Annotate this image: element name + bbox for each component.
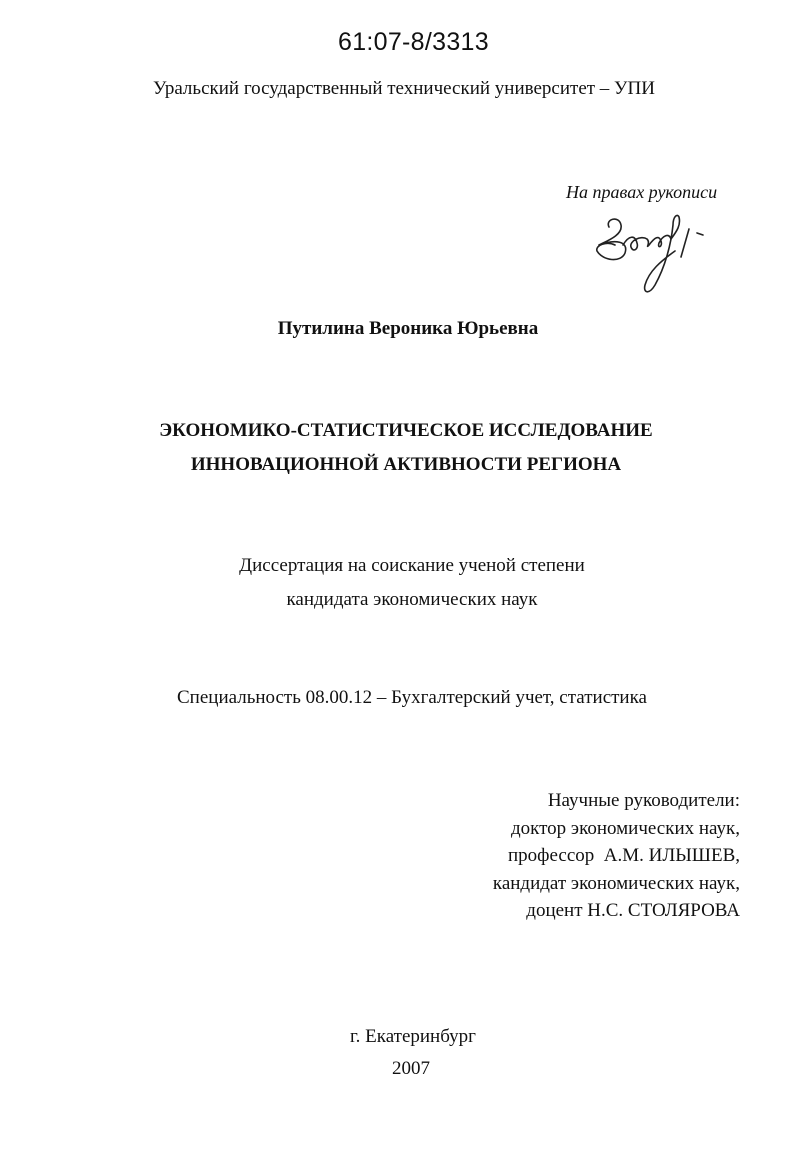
specialty: Специальность 08.00.12 – Бухгалтерский учет, статистика	[177, 687, 647, 708]
year: 2007	[392, 1058, 430, 1079]
handwritten-signature	[585, 205, 715, 300]
signature-stroke	[597, 219, 626, 260]
title-line-1: ЭКОНОМИКО-СТАТИСТИЧЕСКОЕ ИССЛЕДОВАНИЕ	[159, 420, 653, 441]
advisor-1-name: профессор А.М. ИЛЫШЕВ,	[508, 845, 740, 866]
signature-stroke	[697, 233, 703, 235]
title-line-2: ИННОВАЦИОННОЙ АКТИВНОСТИ РЕГИОНА	[190, 454, 622, 475]
manuscript-note: На правах рукописи	[566, 182, 718, 202]
city: г. Екатеринбург	[350, 1026, 476, 1047]
catalog-number: 61:07-8/3313	[338, 28, 489, 56]
degree-line-1: Диссертация на соискание ученой степени	[239, 555, 585, 576]
author-name: Путилина Вероника Юрьевна	[277, 318, 539, 339]
advisor-1-degree: доктор экономических наук,	[510, 817, 740, 839]
university-name: Уральский государственный технический университет – УПИ	[153, 78, 655, 99]
advisor-2-degree: кандидат экономических наук,	[492, 872, 740, 894]
advisor-2-name: доцент Н.С. СТОЛЯРОВА	[526, 900, 740, 921]
dissertation-title	[0, 414, 796, 482]
advisors-heading: Научные руководители:	[547, 790, 740, 811]
scientific-advisors	[493, 787, 740, 925]
degree-line-2: кандидата экономических наук	[286, 589, 538, 610]
signature-stroke	[645, 215, 680, 291]
degree-statement	[0, 549, 796, 617]
signature-stroke	[623, 236, 671, 250]
signature-stroke	[681, 229, 689, 257]
